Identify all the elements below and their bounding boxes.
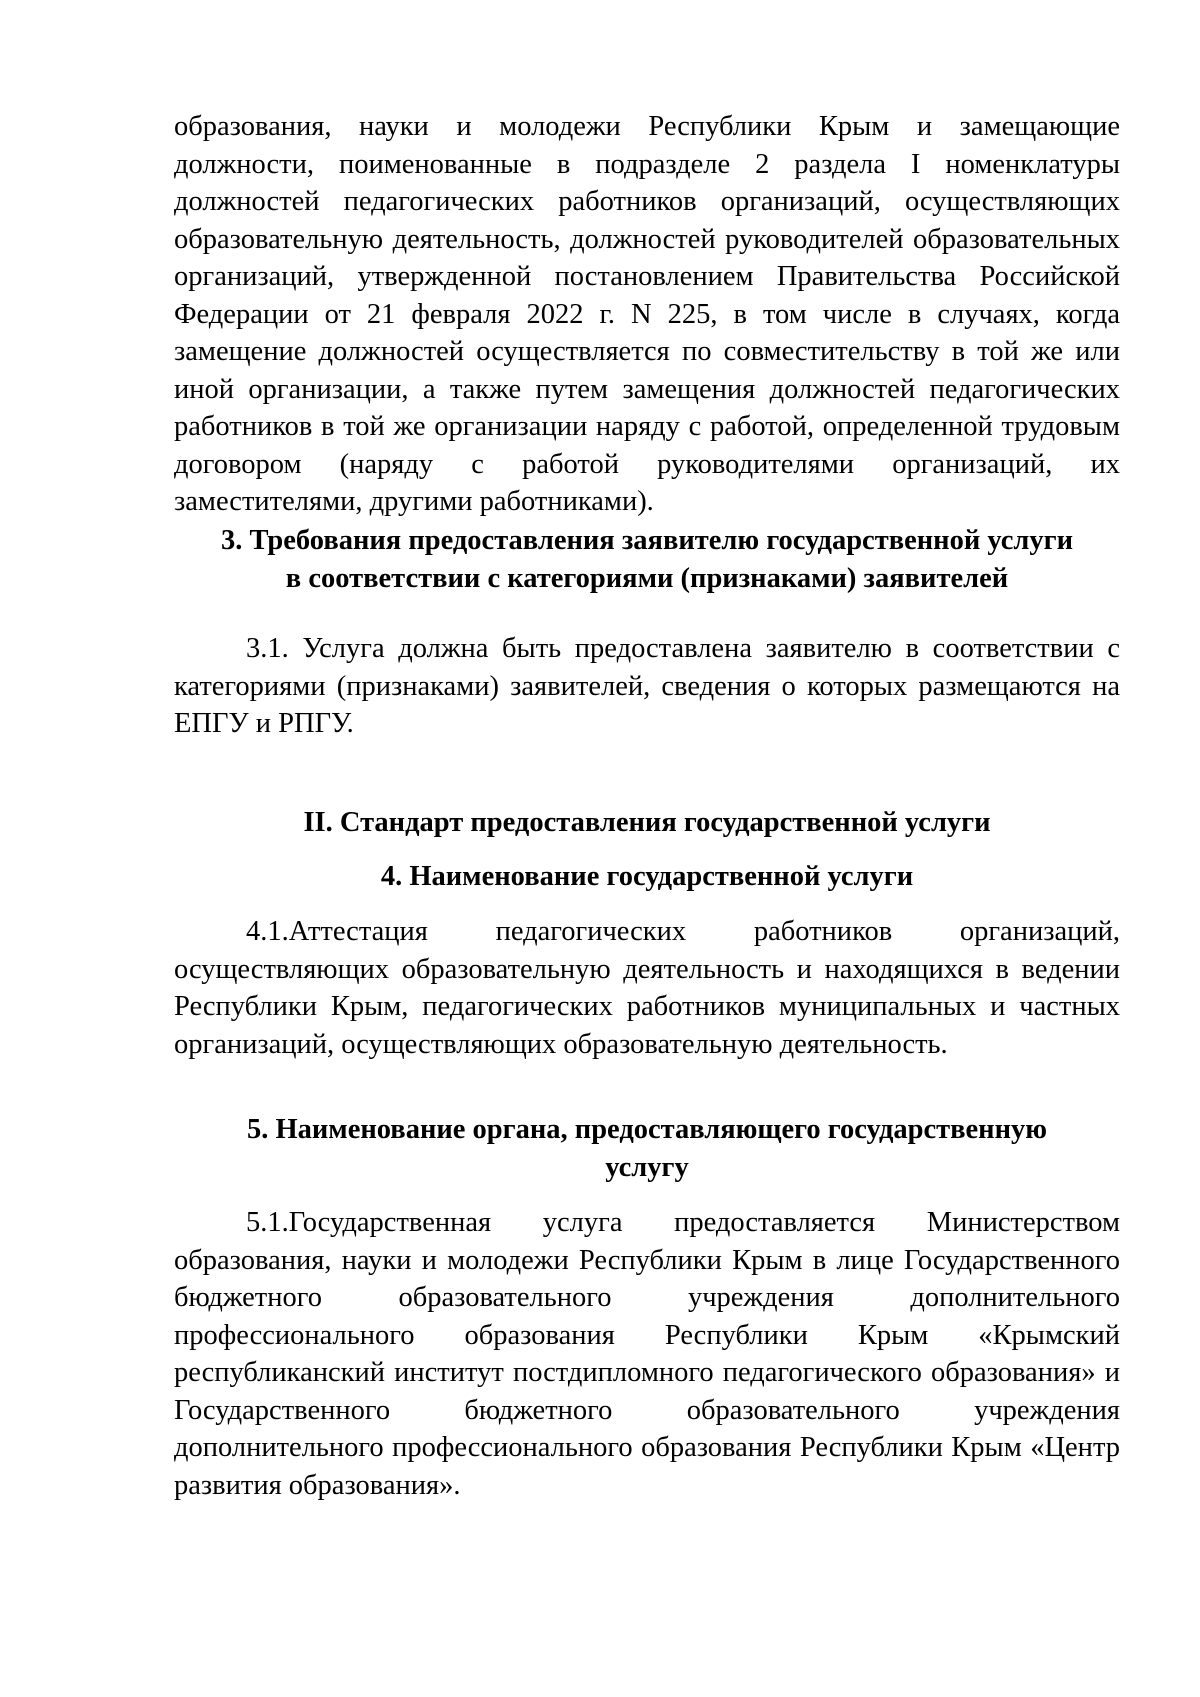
section-3-paragraph-block [174,630,1120,743]
section-5-heading [174,1111,1120,1186]
section-4-paragraph-block [174,913,1120,1063]
section-5-heading-line-2: услугу [605,1151,689,1183]
section-3-heading-line-1: 3. Требования предоставления заявителю государственной услуги [220,525,1074,556]
section-3-heading-line-2: в соответствии с категориями (признаками) заявителей [285,562,1009,594]
part-2-heading-block [174,804,1120,842]
section-4-heading: 4. Наименование государственной услуги [380,861,914,892]
section-5-paragraph-block [174,1204,1120,1504]
part-2-heading: II. Стандарт предоставления государственной услуги [303,807,991,838]
section-5-paragraph: 5.1.Государственная услуга предоставляется Министерством образования, науки и молодежи Республики Крым в лице Государственного бюджетного образовательного учреждения дополнительного профессионального образования Республики Крым «Крымский республиканский институт постдипломного педагогического образования» и Государственного бюджетного образовательного учреждения дополнительного профессионального образования Республики Крым «Центр развития образования». [174,1207,1120,1501]
continuation-paragraph: образования, науки и молодежи Республики Крым и замещающие должности, поименованные в подразделе 2 раздела I номенклатуры должностей педагогических работников организаций, осуществляющих образовательную деятельность, должностей руководителей образовательных организаций, утвержденной постановлением Правительства Российской Федерации от 21 февраля 2022 г. N 225, в том числе в случаях, когда замещение должностей осуществляется по совместительству в той же или иной организации, а также путем замещения должностей педагогических работников в той же организации наряду с работой, определенной трудовым договором (наряду с работой руководителями организаций, их заместителями, другими работниками). [174,111,1120,517]
section-4-paragraph: 4.1.Аттестация педагогических работников организаций, осуществляющих образовательную деятельность и находящихся в ведении Республики Крым, педагогических работников муниципальных и частных организаций, осуществляющих образовательную деятельность. [174,916,1120,1060]
section-4-heading-block [174,858,1120,896]
continuation-paragraph-block [174,108,1120,521]
section-3-paragraph: 3.1. Услуга должна быть предоставлена заявителю в соответствии с категориями (признаками) заявителей, сведения о которых размещаются на ЕПГУ и РПГУ. [174,633,1120,739]
section-5-heading-line-1: 5. Наименование органа, предоставляющего государственную [246,1114,1048,1145]
section-3-heading [174,522,1120,597]
